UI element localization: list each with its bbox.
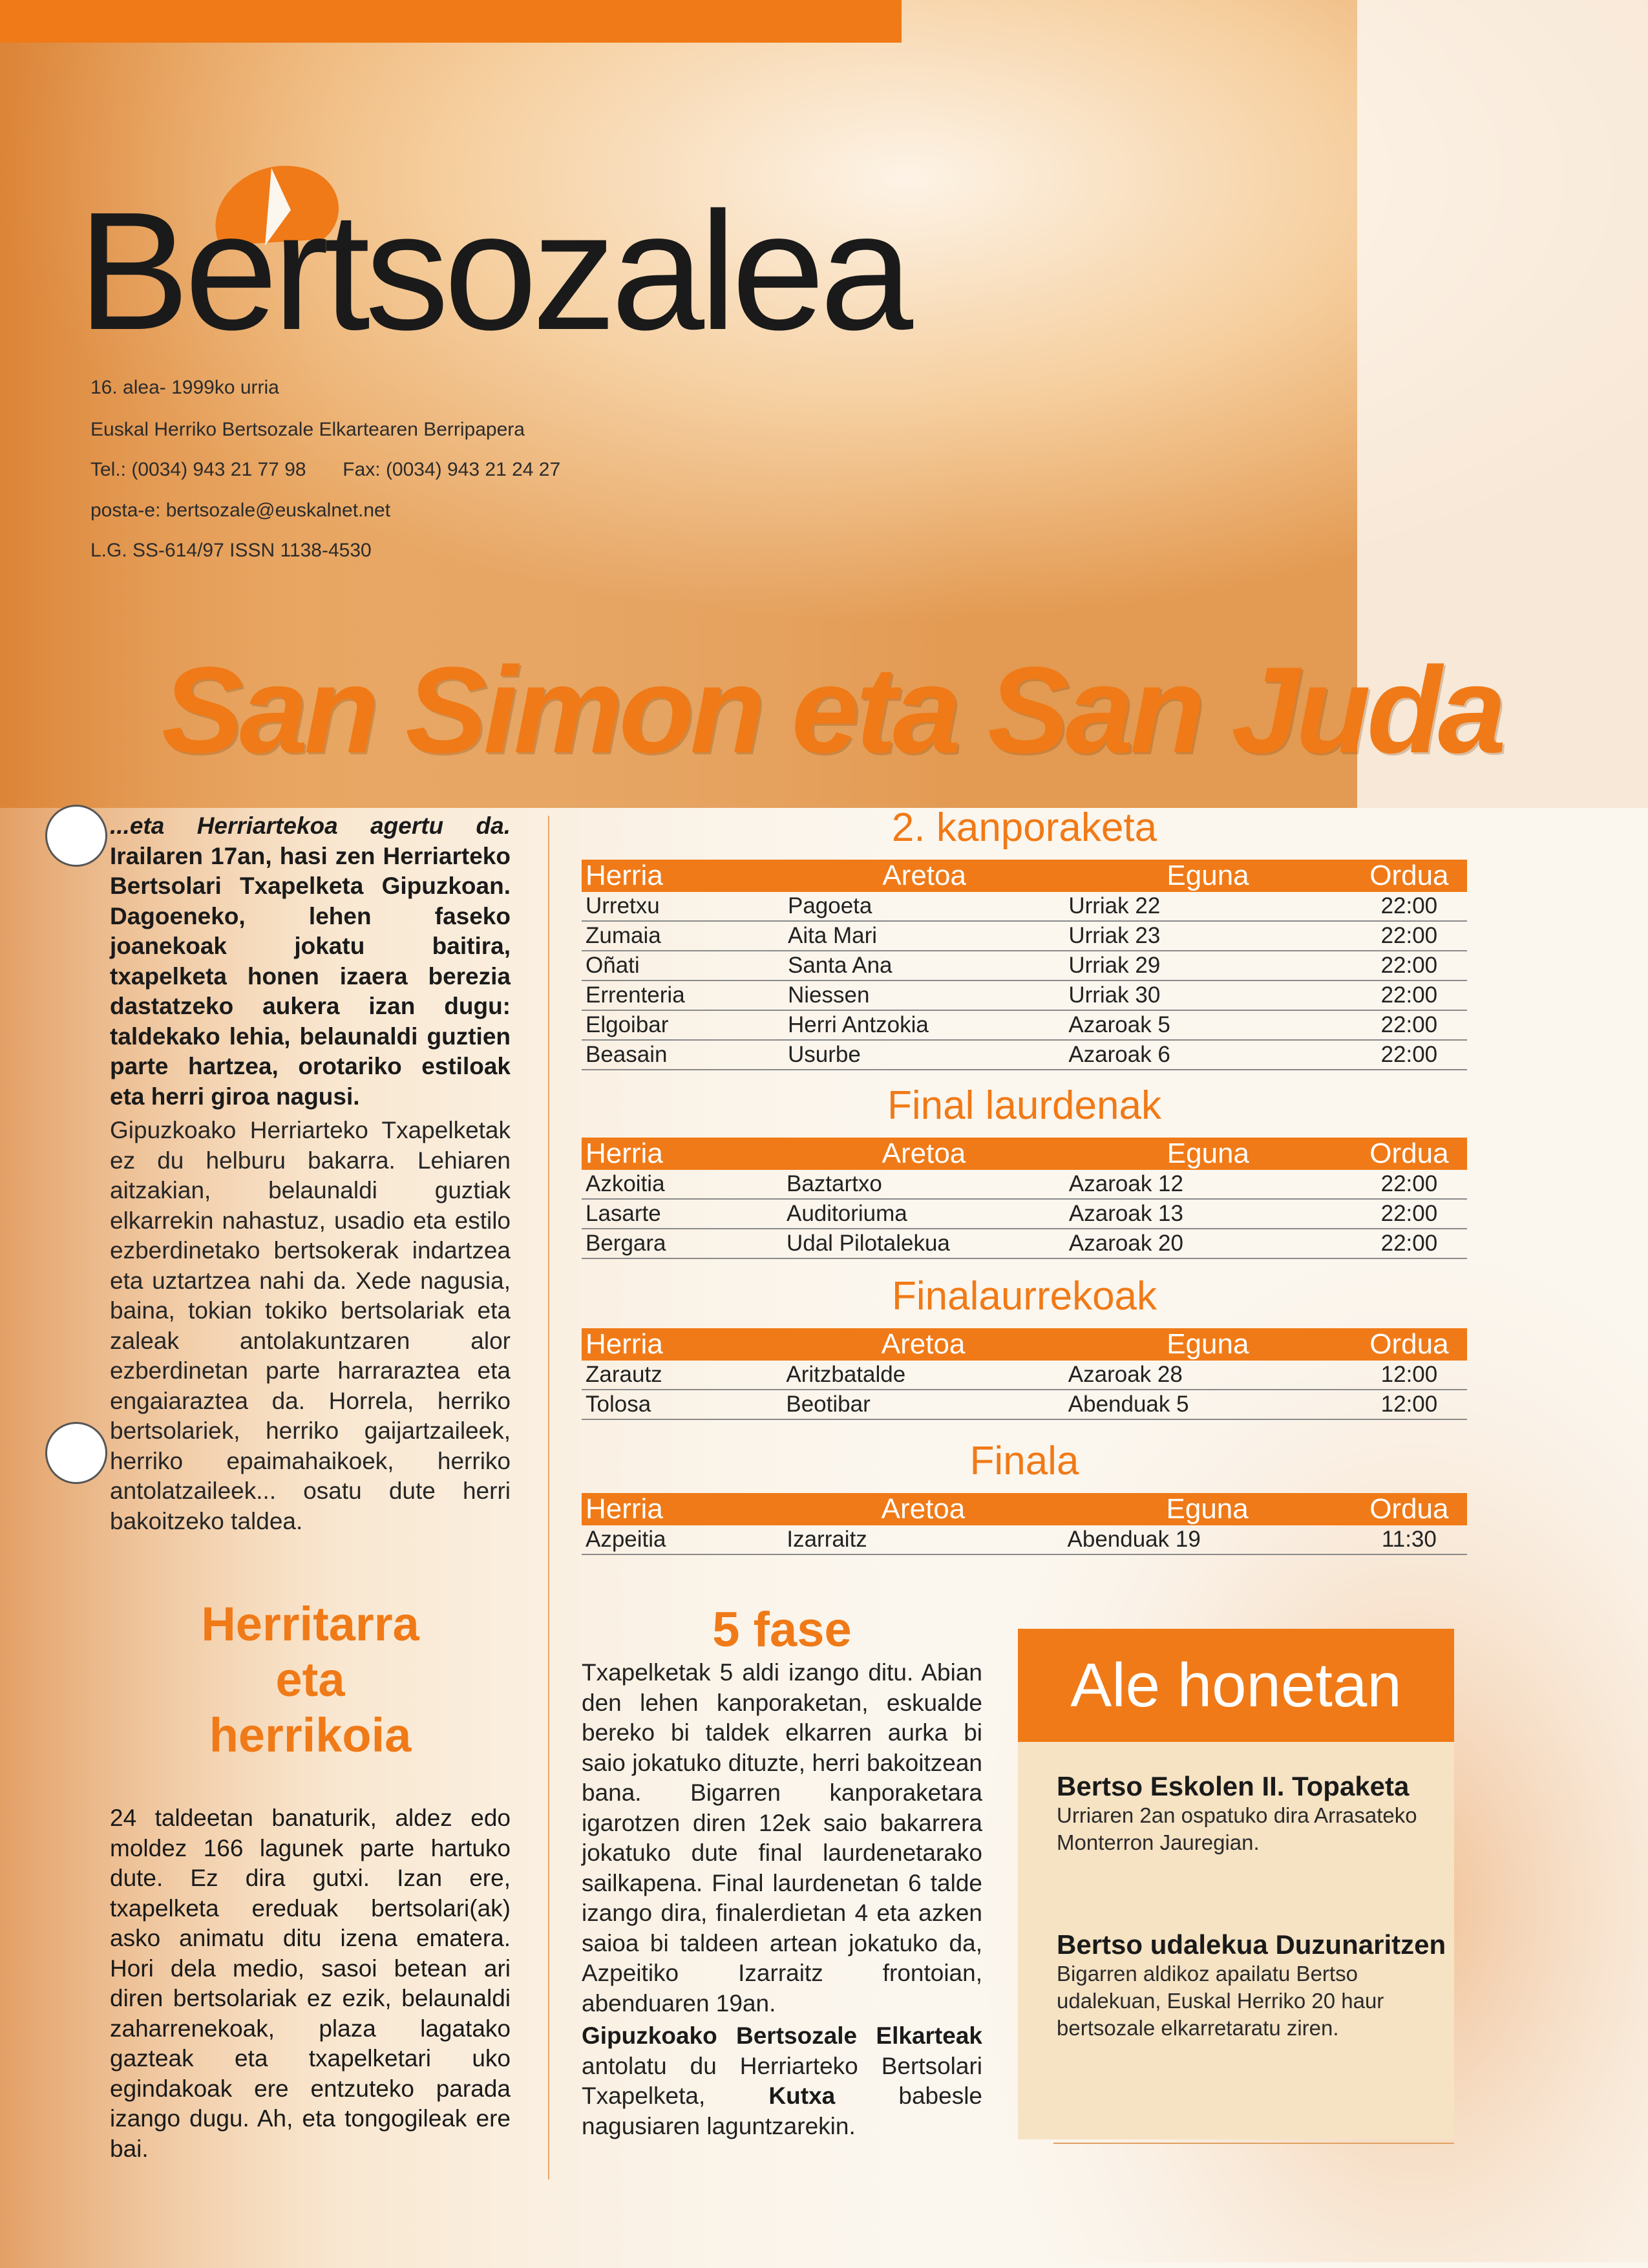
table-cell: Errenteria [582, 980, 784, 1010]
table-cell: Oñati [582, 951, 784, 980]
ale-item-text: Urriaren 2an ospatuko dira Arrasateko Monterron Jauregian. [1057, 1803, 1417, 1854]
table-row [582, 1170, 1467, 1199]
intro-lead-italic: ...eta Herriartekoa agertu da. [110, 812, 511, 839]
table-cell: Azaroak 6 [1064, 1040, 1351, 1070]
herritarra-heading-line2: eta [275, 1653, 345, 1706]
fase-article [582, 1658, 982, 2141]
table-cell: Azaroak 5 [1064, 1010, 1351, 1040]
table-cell: Urretxu [582, 892, 784, 921]
section-title-finala: Finala [969, 1439, 1079, 1483]
table-cell: Urriak 22 [1064, 892, 1351, 921]
table-cell: Urriak 30 [1064, 980, 1351, 1010]
column-header: Aretoa [783, 1493, 1063, 1525]
table-cell: 22:00 [1351, 1199, 1467, 1229]
table-cell: Abenduak 19 [1064, 1525, 1351, 1554]
column-header: Herria [582, 1328, 782, 1361]
table-cell: Urriak 23 [1064, 921, 1351, 951]
fase-credit-end: babesle nagusiaren laguntzarekin. [582, 2083, 982, 2139]
column-header: Ordua [1351, 1138, 1467, 1170]
legal-line: L.G. SS-614/97 ISSN 1138-4530 [90, 540, 372, 561]
schedule-table-kanporaketa [582, 860, 1467, 1070]
fase-credit [582, 2021, 982, 2141]
herritarra-heading-line3: herrikoia [209, 1708, 412, 1762]
headline: San Simon eta San Juda [162, 642, 1503, 779]
intro-article [110, 811, 511, 1536]
table-row [582, 951, 1467, 980]
table-cell: Izarraitz [783, 1525, 1063, 1554]
table-cell: 11:30 [1351, 1525, 1467, 1554]
table-cell: Elgoibar [582, 1010, 784, 1040]
table-cell: Baztartxo [783, 1170, 1065, 1199]
table-cell: 22:00 [1351, 1170, 1467, 1199]
table-cell: Aita Mari [784, 921, 1064, 951]
section-title-final-laurdenak: Final laurdenak [887, 1083, 1161, 1128]
table-cell: Tolosa [582, 1390, 782, 1419]
column-header: Eguna [1064, 1328, 1351, 1361]
table-cell: 12:00 [1351, 1361, 1467, 1390]
ale-divider [1053, 2143, 1454, 2144]
table-row [582, 892, 1467, 921]
fase-credit-sponsor: Kutxa [768, 2083, 836, 2109]
column-header: Eguna [1064, 860, 1351, 892]
intro-lead-rest: Irailaren 17an, hasi zen Herriarteko Bertsolari Txapelketa Gipuzkoan. Dagoeneko, lehen faseko joanekoak jokatu baitira, txapelketa honen izaera berezia dastatzeko aukera izan dugu: taldekako lehia, belaunaldi guztien parte hartzea, orotariko estiloak eta herri giroa nagusi. [110, 842, 511, 1110]
table-row [582, 1525, 1467, 1554]
table-cell: Zarautz [582, 1361, 782, 1390]
email-line: posta-e: bertsozale@euskalnet.net [90, 500, 391, 521]
table-header-row [582, 1493, 1467, 1525]
herritarra-heading-line1: Herritarra [201, 1597, 419, 1651]
fax-text: Fax: (0034) 943 21 24 27 [343, 459, 561, 480]
table-cell: Zumaia [582, 921, 784, 951]
herritarra-body: 24 taldeetan banaturik, aldez edo moldez 166 lagunek parte hartuko dute. Ez dira gutxi. Izan ere, txapelketa ereduak bertsolari(ak) asko animatu ditu izena ematera. Hori dela medio, sasoi betean ari diren bertsolariak ez ezik, belaunaldi zaharrenekoak, plaza lagatako gazteak eta txapelketari uko egindakoak ere entzuteko parada izango dugu. Ah, eta tongogileak ere bai. [110, 1805, 511, 2162]
table-row [582, 980, 1467, 1010]
table-cell: Beasain [582, 1040, 784, 1070]
column-header: Ordua [1351, 1493, 1467, 1525]
table-cell: 22:00 [1351, 921, 1467, 951]
table-row [582, 1010, 1467, 1040]
table-cell: Azkoitia [582, 1170, 783, 1199]
column-header: Eguna [1065, 1138, 1351, 1170]
table-cell: Azaroak 12 [1065, 1170, 1351, 1199]
section-title-finalaurrekoak: Finalaurrekoak [891, 1274, 1157, 1319]
ale-item [1057, 1929, 1457, 2042]
table-row [582, 1199, 1467, 1229]
table-cell: Niessen [784, 980, 1064, 1010]
table-cell: 22:00 [1351, 1040, 1467, 1070]
contact-line [90, 459, 560, 481]
ale-item-title: Bertso udalekua Duzunaritzen [1057, 1929, 1446, 1960]
fase-heading: 5 fase [712, 1602, 852, 1657]
herritarra-heading [110, 1596, 511, 1763]
fase-body: Txapelketak 5 aldi izango ditu. Abian den lehen kanporaketan, eskualde bereko bi taldek elkarren aurka bi saio jokatuko dituzte, herri bakoitzean bana. Bigarren kanporaketara igarotzen diren 12ek saio bakarrera jokatuko dute final laurdenetarako sailkapena. Final laurdenetan 6 talde izango dira, finalerdietan 4 eta azken saioa bi taldeen artean jokatuko da, Azpeitiko Izarraitz frontoian, abenduaren 19an. [582, 1659, 982, 2017]
table-cell: Abenduak 5 [1064, 1390, 1351, 1419]
table-cell: 22:00 [1351, 951, 1467, 980]
table-cell: 22:00 [1351, 892, 1467, 921]
top-orange-bar [0, 0, 902, 43]
logo-wordmark: Bertsozalea [78, 178, 908, 365]
table-row [582, 1361, 1467, 1390]
table-row [582, 1229, 1467, 1258]
table-cell: 12:00 [1351, 1390, 1467, 1419]
column-header: Herria [582, 860, 784, 892]
issue-line: 16. alea- 1999ko urria [90, 377, 279, 398]
table-cell: Bergara [582, 1229, 783, 1258]
subtitle-line: Euskal Herriko Bertsozale Elkartearen Berripapera [90, 419, 525, 440]
column-header: Ordua [1351, 860, 1467, 892]
ale-item-text: Bigarren aldikoz apailatu Bertso udalekuan, Euskal Herriko 20 haur bertsozale elkarretaratu ziren. [1057, 1962, 1384, 2040]
hole-punch-bottom [45, 1422, 107, 1484]
column-header: Herria [582, 1493, 783, 1525]
column-header: Eguna [1064, 1493, 1351, 1525]
table-cell: Udal Pilotalekua [783, 1229, 1065, 1258]
hole-punch-top [45, 805, 107, 867]
table-cell: Azaroak 20 [1065, 1229, 1351, 1258]
fase-credit-org: Gipuzkoako Bertsozale Elkarteak [582, 2022, 982, 2049]
table-cell: 22:00 [1351, 1010, 1467, 1040]
phone-text: Tel.: (0034) 943 21 77 98 [90, 459, 306, 480]
table-cell: Azaroak 28 [1064, 1361, 1351, 1390]
table-cell: 22:00 [1351, 980, 1467, 1010]
column-header: Aretoa [784, 860, 1064, 892]
column-header: Herria [582, 1138, 783, 1170]
column-header: Aretoa [782, 1328, 1064, 1361]
table-cell: Urriak 29 [1064, 951, 1351, 980]
ale-item [1057, 1771, 1457, 1856]
ale-honetan-title: Ale honetan [1018, 1629, 1454, 1742]
table-header-row [582, 1328, 1467, 1361]
table-cell: Santa Ana [784, 951, 1064, 980]
table-cell: Auditoriuma [783, 1199, 1065, 1229]
table-header-row [582, 860, 1467, 892]
table-row [582, 1390, 1467, 1419]
schedule-table-final-laurdenak [582, 1138, 1467, 1259]
intro-body: Gipuzkoako Herriarteko Txapelketak ez du helburu bakarra. Lehiaren aitzakian, belaunaldi guztiak elkarrekin nahastuz, usadio eta estilo ezberdinetako bertsokerak indartzea eta uztartzea nahi da. Xede nagusia, baina, tokian tokiko bertsolariak eta zaleak antolakuntzaren alor ezberdinetan parte harraraztea eta engaiaraztea da. Horrela, herriko bertsolariek, herriko gaijartzaileek, herriko epaimahaikoek, herriko antolatzaileek... osatu dute herri bakoitzeko taldea. [110, 1117, 511, 1534]
column-header: Ordua [1351, 1328, 1467, 1361]
table-cell: Aritzbatalde [782, 1361, 1064, 1390]
ale-item-title: Bertso Eskolen II. Topaketa [1057, 1771, 1410, 1801]
table-cell: Pagoeta [784, 892, 1064, 921]
column-header: Aretoa [783, 1138, 1065, 1170]
table-cell: Azpeitia [582, 1525, 783, 1554]
table-cell: Usurbe [784, 1040, 1064, 1070]
table-cell: 22:00 [1351, 1229, 1467, 1258]
table-cell: Lasarte [582, 1199, 783, 1229]
column-divider [548, 816, 549, 2179]
table-row [582, 1040, 1467, 1070]
section-title-kanporaketa: 2. kanporaketa [891, 805, 1157, 850]
schedule-table-finalaurrekoak [582, 1328, 1467, 1420]
table-header-row [582, 1138, 1467, 1170]
table-cell: Herri Antzokia [784, 1010, 1064, 1040]
table-cell: Beotibar [782, 1390, 1064, 1419]
fase-credit-mid: antolatu du Herriarteko Bertsolari Txapelketa, [582, 2052, 982, 2109]
schedule-table-finala [582, 1493, 1467, 1555]
intro-lead [110, 811, 511, 1112]
table-row [582, 921, 1467, 951]
table-cell: Azaroak 13 [1065, 1199, 1351, 1229]
